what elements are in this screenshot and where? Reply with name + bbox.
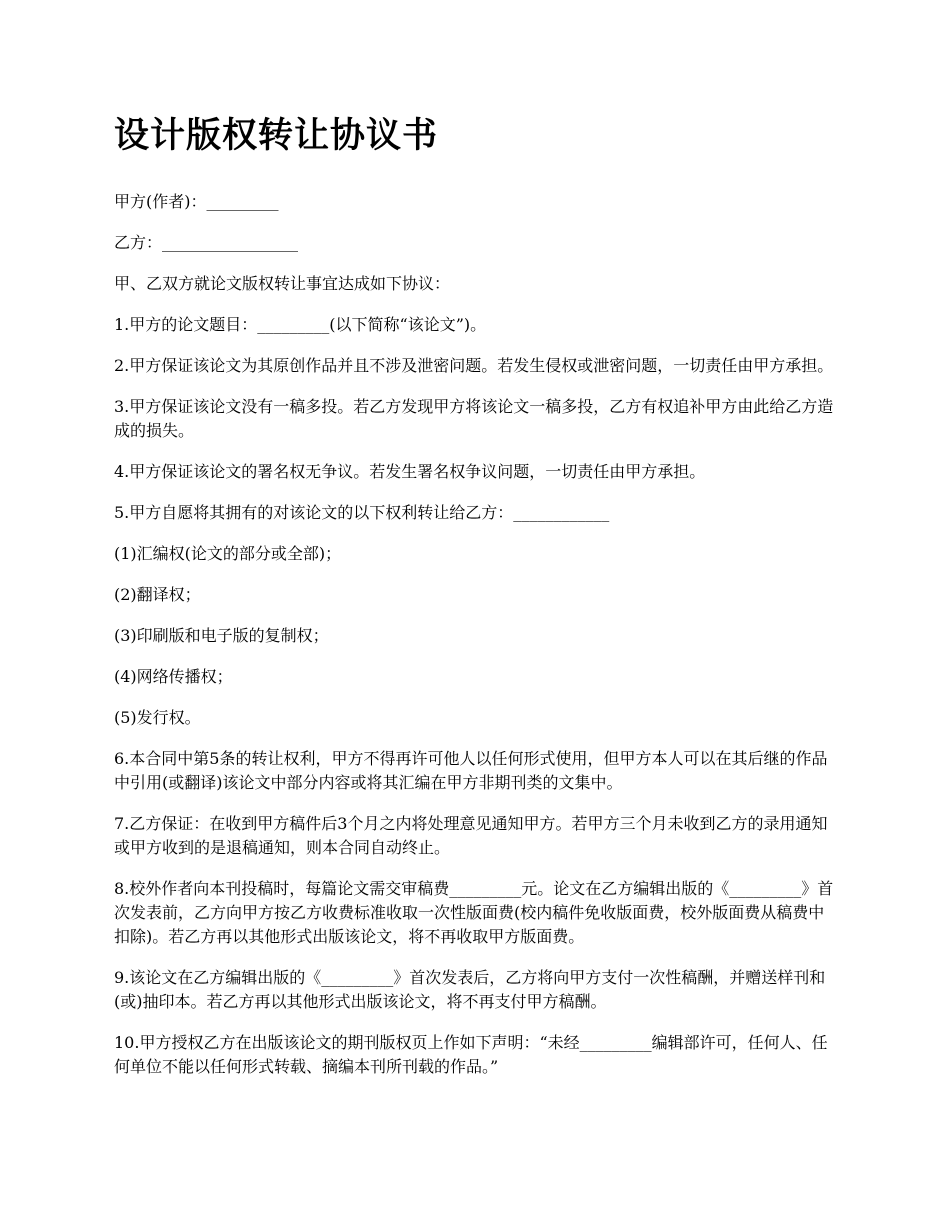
right-item-2: (2)翻译权； bbox=[114, 585, 201, 604]
clause-6: 6.本合同中第5条的转让权利，甲方不得再许可他人以任何形式使用，但甲方本人可以在其后继的作品中引用(或翻译)该论文中部分内容或将其汇编在甲方非期刊类的文集中。 bbox=[114, 749, 828, 792]
clause-3: 3.甲方保证该论文没有一稿多投。若乙方发现甲方将该论文一稿多投，乙方有权追补甲方由此给乙方造成的损失。 bbox=[114, 397, 834, 440]
party-b-line: 乙方：_________________ bbox=[114, 233, 299, 252]
clause-10: 10.甲方授权乙方在出版该论文的期刊版权页上作如下声明：“未经_________编辑部许可，任何人、任何单位不能以任何形式转载、摘编本刊所刊载的作品。” bbox=[114, 1033, 828, 1076]
clause-1: 1.甲方的论文题目：_________(以下简称“该论文”)。 bbox=[114, 315, 487, 334]
right-item-4: (4)网络传播权； bbox=[114, 667, 233, 686]
right-item-3: (3)印刷版和电子版的复制权； bbox=[114, 626, 329, 645]
agreement-intro: 甲、乙双方就论文版权转让事宜达成如下协议： bbox=[114, 274, 451, 293]
document-title: 设计版权转让协议书 bbox=[114, 115, 439, 156]
right-item-1: (1)汇编权(论文的部分或全部)； bbox=[114, 544, 342, 563]
document-page bbox=[114, 112, 838, 1096]
clause-7: 7.乙方保证：在收到甲方稿件后3个月之内将处理意见通知甲方。若甲方三个月未收到乙方的录用通知或甲方收到的是退稿通知，则本合同自动终止。 bbox=[114, 814, 828, 857]
clause-8: 8.校外作者向本刊投稿时，每篇论文需交审稿费_________元。论文在乙方编辑出版的《_________》首次发表前，乙方向甲方按乙方收费标准收取一次性版面费(校内稿件免收版面费，校外版面费从稿费中扣除)。若乙方再以其他形式出版该论文，将不再收取甲方版面费。 bbox=[114, 879, 834, 946]
right-item-5: (5)发行权。 bbox=[114, 708, 201, 727]
clause-4: 4.甲方保证该论文的署名权无争议。若发生署名权争议问题，一切责任由甲方承担。 bbox=[114, 462, 706, 481]
party-a-line: 甲方(作者)：_________ bbox=[114, 192, 279, 211]
clause-9: 9.该论文在乙方编辑出版的《_________》首次发表后，乙方将向甲方支付一次性稿酬，并赠送样刊和(或)抽印本。若乙方再以其他形式出版该论文，将不再支付甲方稿酬。 bbox=[114, 968, 826, 1011]
clause-2: 2.甲方保证该论文为其原创作品并且不涉及泄密问题。若发生侵权或泄密问题，一切责任由甲方承担。 bbox=[114, 356, 834, 375]
clause-5: 5.甲方自愿将其拥有的对该论文的以下权利转让给乙方：____________ bbox=[114, 503, 610, 522]
